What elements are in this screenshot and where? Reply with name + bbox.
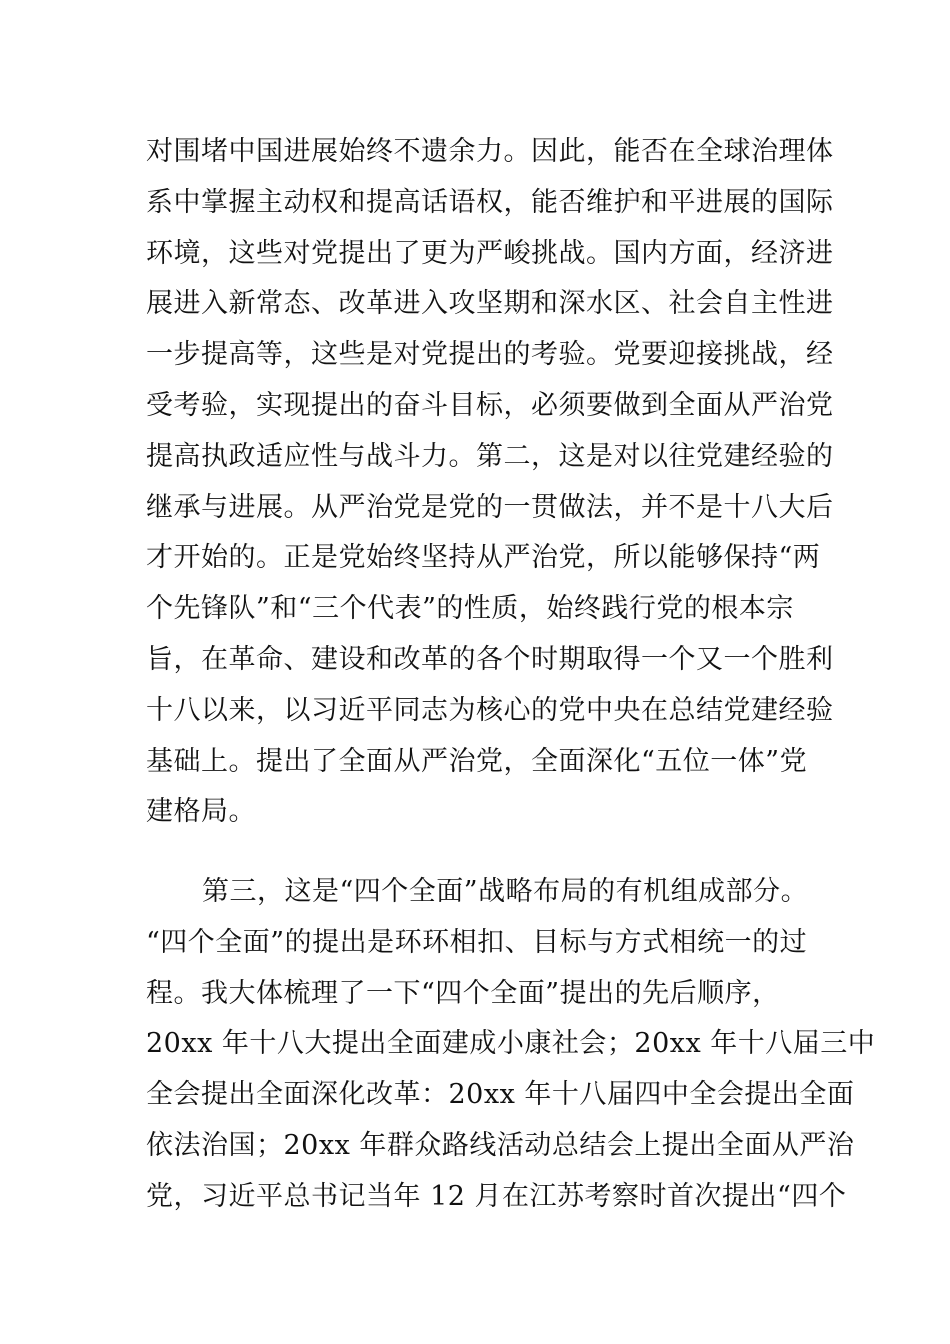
text-line: 党，习近平总书记当年 12 月在江苏考察时首次提出“四个 <box>146 1180 847 1212</box>
text-line: 20xx 年十八大提出全面建成小康社会；20xx 年十八届三中 <box>146 1028 876 1060</box>
paragraph-1 <box>146 127 834 838</box>
text-line: 基础上。提出了全面从严治党，全面深化“五位一体”党 <box>146 745 808 777</box>
text-line-indented: 第三，这是“四个全面”战略布局的有机组成部分。 <box>202 876 809 907</box>
text-line: 系中掌握主动权和提高话语权，能否维护和平进展的国际 <box>146 186 834 218</box>
paragraph-2 <box>146 867 876 1223</box>
text-line: 环境，这些对党提出了更为严峻挑战。国内方面，经济进 <box>146 237 834 269</box>
text-line: 才开始的。正是党始终坚持从严治党，所以能够保持“两 <box>146 542 821 574</box>
text-line: 个先锋队”和“三个代表”的性质，始终践行党的根本宗 <box>146 593 794 625</box>
text-line: 建格局。 <box>146 796 256 828</box>
text-line: “四个全面”的提出是环环相扣、目标与方式相统一的过 <box>146 926 808 958</box>
text-line: 旨，在革命、建设和改革的各个时期取得一个又一个胜利 <box>146 643 834 675</box>
text-line: 展进入新常态、改革进入攻坚期和深水区、社会自主性进 <box>146 288 834 320</box>
text-line: 依法治国；20xx 年群众路线活动总结会上提出全面从严治 <box>146 1129 855 1161</box>
text-line: 提高执政适应性与战斗力。第二，这是对以往党建经验的 <box>146 440 834 472</box>
text-line: 全会提出全面深化改革：20xx 年十八届四中全会提出全面 <box>146 1079 855 1111</box>
text-line: 一步提高等，这些是对党提出的考验。党要迎接挑战，经 <box>146 339 834 371</box>
text-line: 继承与进展。从严治党是党的一贯做法，并不是十八大后 <box>146 491 834 523</box>
text-line: 对围堵中国进展始终不遗余力。因此，能否在全球治理体 <box>146 136 834 167</box>
text-line: 程。我大体梳理了一下“四个全面”提出的先后顺序， <box>146 977 780 1009</box>
text-line: 受考验，实现提出的奋斗目标，必须要做到全面从严治党 <box>146 389 834 421</box>
text-line: 十八以来，以习近平同志为核心的党中央在总结党建经验 <box>146 694 834 726</box>
